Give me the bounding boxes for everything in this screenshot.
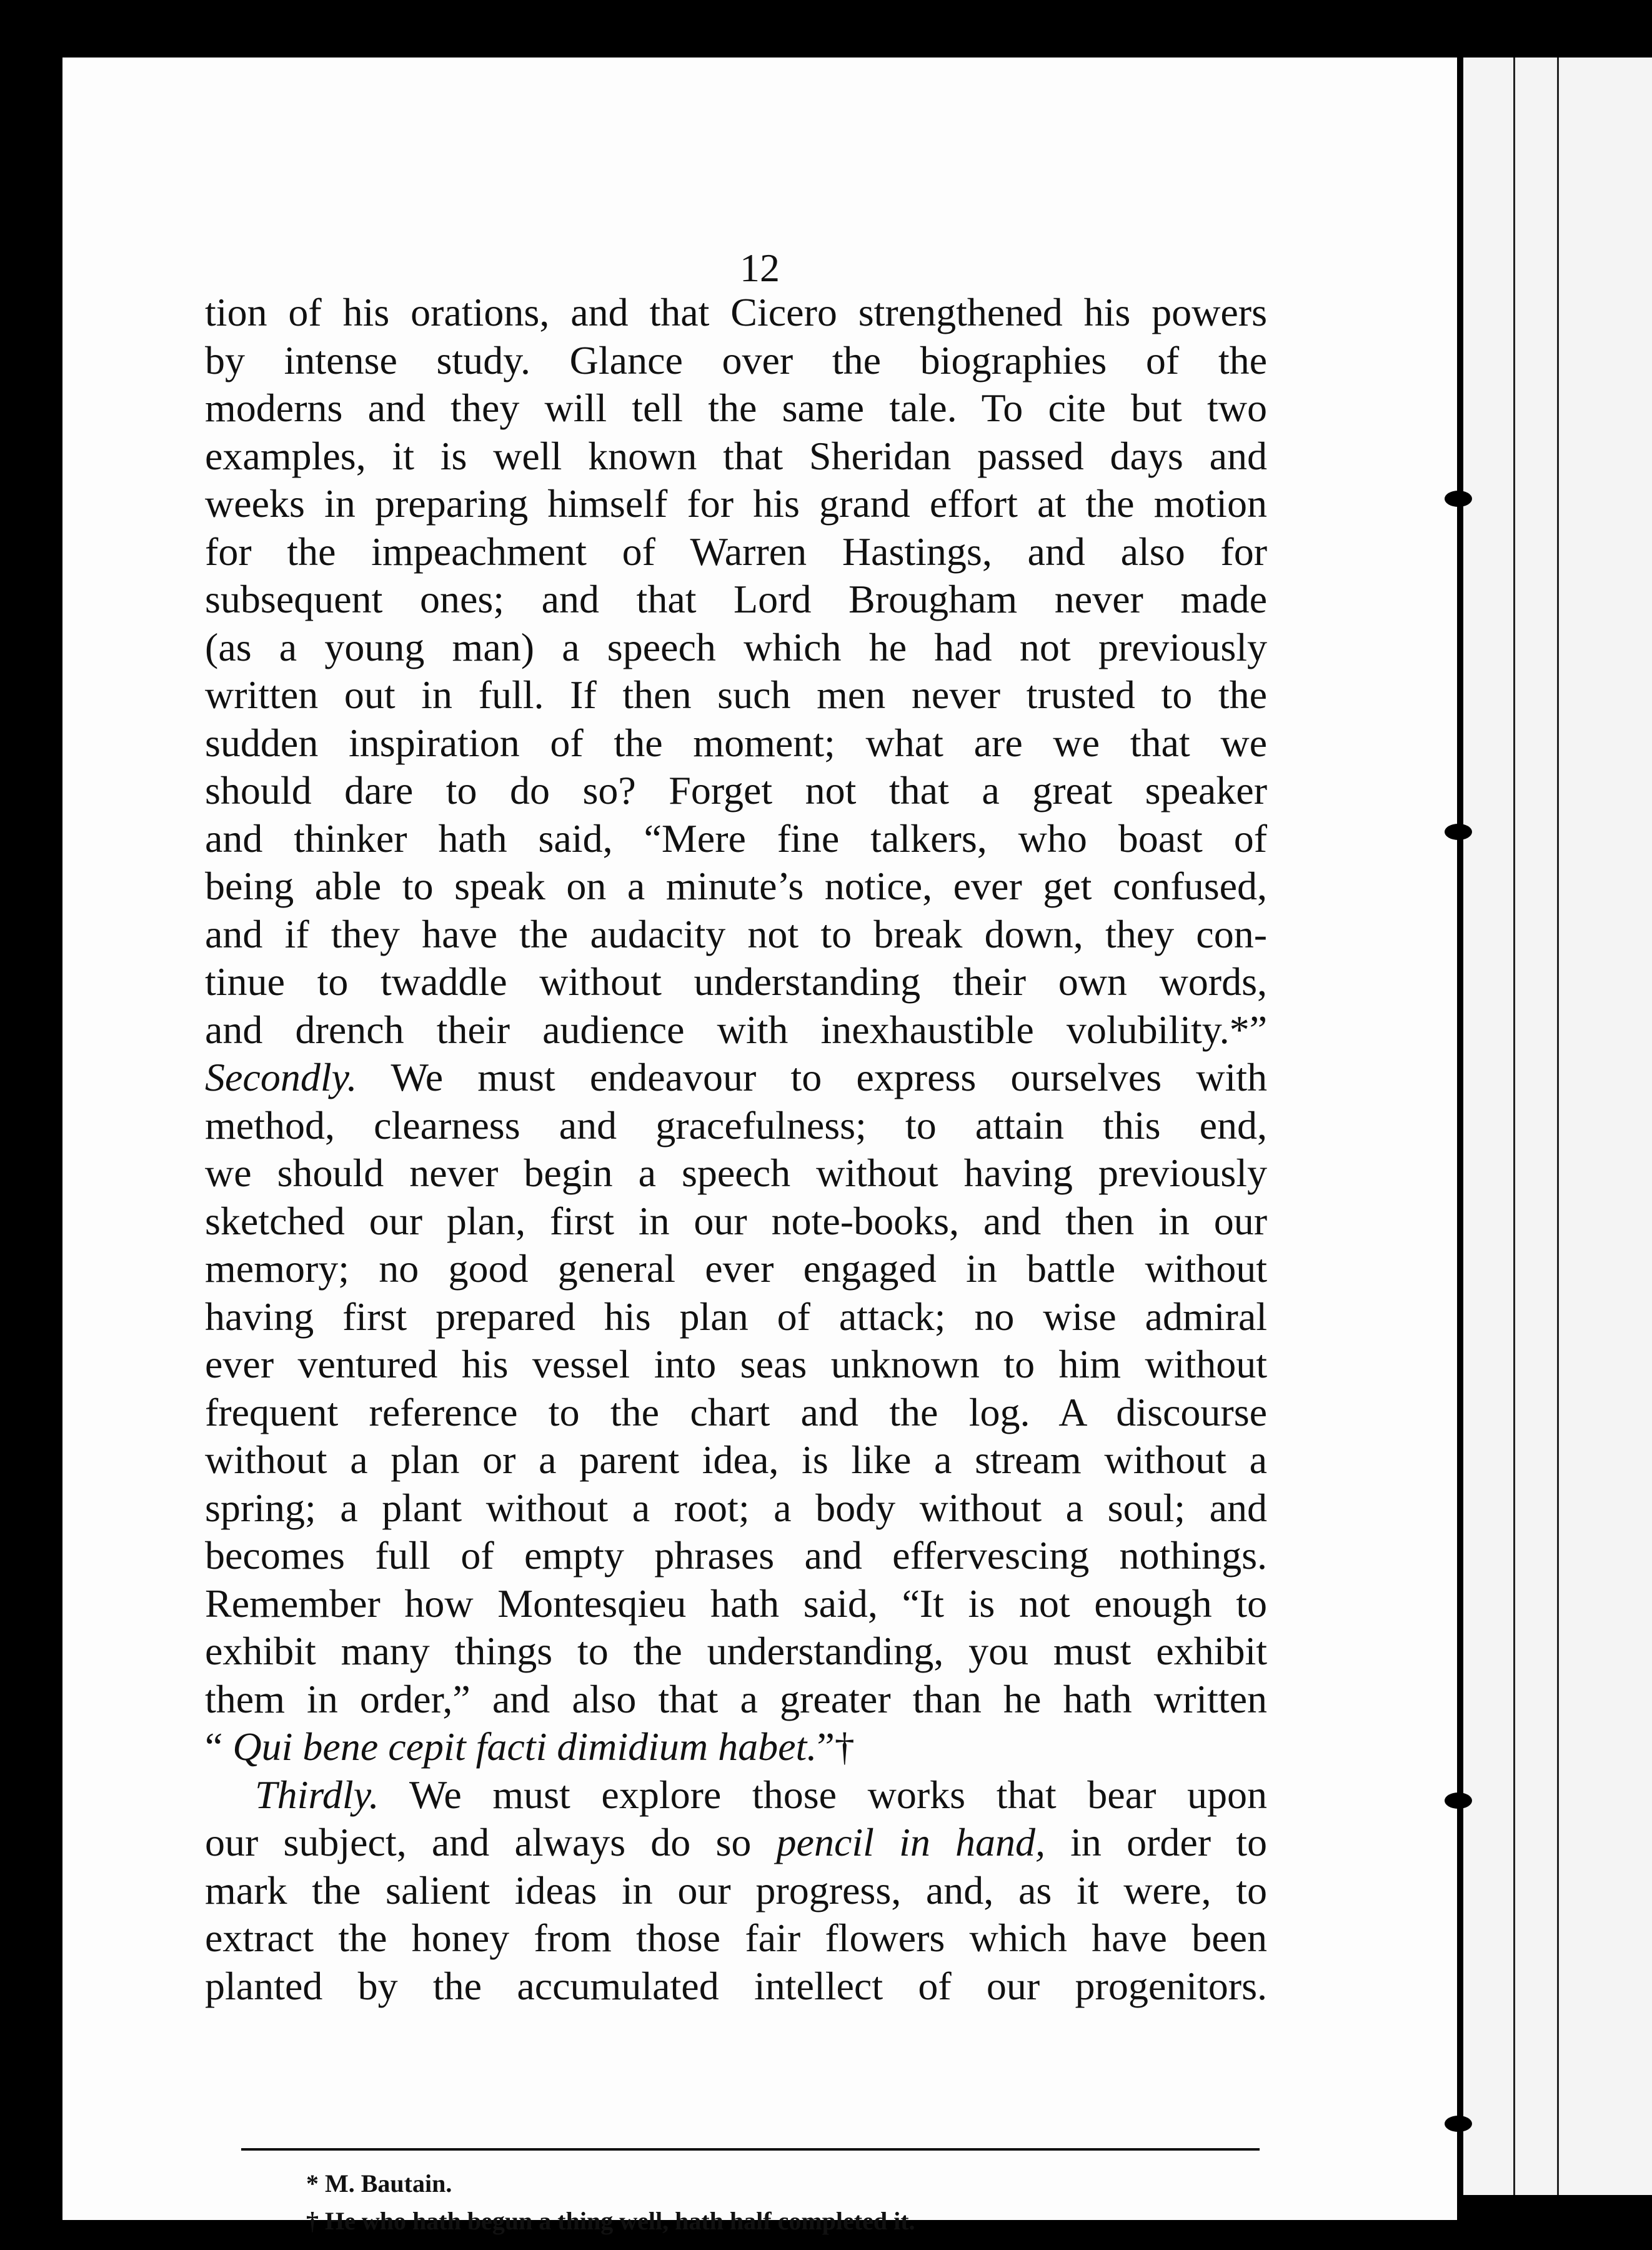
- binding-stitch: [1445, 1792, 1472, 1809]
- page-number: 12: [740, 246, 780, 290]
- text-line: extract the honey from those fair flowers which have been: [205, 1916, 1267, 1960]
- text-line: and drench their audience with inexhaustible volubility.*”: [205, 1007, 1267, 1052]
- text-line: for the impeachment of Warren Hastings, and also for: [205, 529, 1267, 574]
- binding-stitch: [1445, 491, 1472, 507]
- text-line: spring; a plant without a root; a body without a soul; and: [205, 1485, 1267, 1530]
- text-line: being able to speak on a minute’s notice, ever get confused,: [205, 864, 1267, 908]
- text-line: without a plan or a parent idea, is like a stream without a: [205, 1438, 1267, 1482]
- text-line: method, clearness and gracefulness; to attain this end,: [205, 1102, 1267, 1148]
- thirdly-text-before: our subject, and always do so: [205, 1820, 752, 1864]
- text-line: examples, it is well known that Sheridan passed days and: [205, 433, 1267, 478]
- text-line: planted by the accumulated intellect of our progenitors.: [205, 1963, 1267, 2008]
- text-line: (as a young man) a speech which he had not previously: [205, 624, 1267, 669]
- latin-quote-line: [205, 1723, 1267, 1771]
- text-line: by intense study. Glance over the biographies of the: [205, 338, 1267, 382]
- text-line: becomes full of empty phrases and effervescing nothings.: [205, 1533, 1267, 1578]
- text-line: weeks in preparing himself for his grand effort at the motion: [205, 481, 1267, 526]
- text-line: we should never begin a speech without having previously: [205, 1151, 1267, 1195]
- binding-stitch: [1445, 2116, 1472, 2132]
- thirdly-first-line: [205, 1771, 1267, 1819]
- footnote-rule: [241, 2148, 1260, 2151]
- page-edge-line: [1513, 58, 1515, 2195]
- text-line: and if they have the audacity not to break down, they con-: [205, 911, 1267, 956]
- book-page: [62, 58, 1457, 2235]
- secondly-first-line: [205, 1054, 1267, 1102]
- text-line: written out in full. If then such men never trusted to the: [205, 672, 1267, 717]
- body-text: [205, 289, 1267, 2010]
- footnote-bautain: * M. Bautain.: [306, 2169, 452, 2198]
- text-line: mark the salient ideas in our progress, and, as it were, to: [205, 1868, 1267, 1912]
- text-line: sudden inspiration of the moment; what are we that we: [205, 720, 1267, 765]
- page-edge-line: [1557, 58, 1559, 2195]
- binding-stitch: [1445, 824, 1472, 840]
- secondly-text: We must endeavour to express ourselves with: [391, 1055, 1267, 1099]
- text-line: frequent reference to the chart and the log. A discourse: [205, 1389, 1267, 1434]
- open-quote: “: [205, 1724, 223, 1769]
- secondly-label: Secondly.: [205, 1055, 357, 1099]
- text-line: memory; no good general ever engaged in battle without: [205, 1246, 1267, 1291]
- text-line: having first prepared his plan of attack; no wise admiral: [205, 1294, 1267, 1339]
- text-line: tinue to twaddle without understanding their own words,: [205, 959, 1267, 1004]
- thirdly-text-after: in order to: [1070, 1820, 1267, 1864]
- thirdly-second-line: [205, 1819, 1267, 1867]
- text-line: subsequent ones; and that Lord Brougham never made: [205, 577, 1267, 621]
- facing-page-edge: [1463, 58, 1652, 2195]
- text-line: sketched our plan, first in our note-books, and then in our: [205, 1198, 1267, 1243]
- thirdly-text: We must explore those works that bear upon: [409, 1772, 1267, 1817]
- footnote-translation: † He who hath begun a thing well, hath half completed it.: [306, 2207, 915, 2235]
- footnotes: [306, 2165, 915, 2240]
- text-line: Remember how Montesqieu hath said, “It is not enough to: [205, 1581, 1267, 1626]
- text-line: should dare to do so? Forget not that a great speaker: [205, 768, 1267, 812]
- text-line: ever ventured his vessel into seas unknown to him without: [205, 1342, 1267, 1386]
- text-line: moderns and they will tell the same tale. To cite but two: [205, 386, 1267, 430]
- binding-spine: [1457, 58, 1463, 2220]
- latin-quote: Qui bene cepit facti dimidium habet.: [232, 1724, 817, 1769]
- close-quote-dagger: ”†: [817, 1724, 855, 1769]
- text-line: tion of his orations, and that Cicero strengthened his powers: [205, 290, 1267, 334]
- text-line: exhibit many things to the understanding, you must exhibit: [205, 1629, 1267, 1673]
- text-line: them in order,” and also that a greater than he hath written: [205, 1676, 1267, 1721]
- pencil-in-hand: pencil in hand,: [776, 1820, 1045, 1864]
- text-line: and thinker hath said, “Mere fine talkers, who boast of: [205, 816, 1267, 861]
- thirdly-label: Thirdly.: [255, 1772, 379, 1817]
